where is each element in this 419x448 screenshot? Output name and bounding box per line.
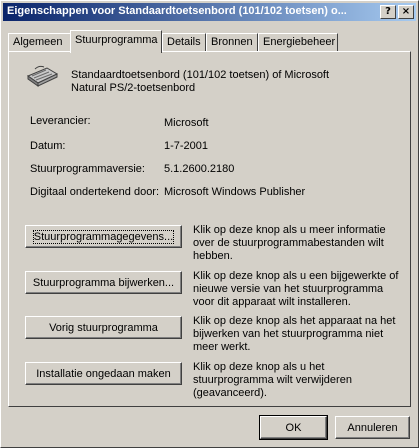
- driver-tab-panel: [8, 51, 411, 407]
- title-bar[interactable]: [3, 3, 416, 21]
- tab-stuurprogramma-label: Stuurprogramma: [75, 34, 158, 46]
- uninstall-label: Installatie ongedaan maken: [36, 367, 171, 380]
- device-name-line1: Standaardtoetsenbord (101/102 toetsen) of Microsoft: [71, 69, 330, 81]
- version-value: 5.1.2600.2180: [164, 163, 235, 175]
- ok-button[interactable]: OK: [260, 416, 327, 439]
- version-label: Stuurprogrammaversie:: [30, 163, 145, 175]
- date-value: 1-7-2001: [164, 140, 209, 152]
- driver-details-button[interactable]: [25, 225, 182, 248]
- uninstall-button[interactable]: [25, 362, 182, 385]
- update-driver-button[interactable]: [25, 271, 182, 294]
- signer-label: Digitaal ondertekend door:: [30, 186, 160, 198]
- device-name-line2: Natural PS/2-toetsenbord: [71, 82, 196, 94]
- tab-stuurprogramma[interactable]: [70, 30, 162, 53]
- update-driver-description: Klik op deze knop als u een bijgewerkte of nieuwe versie van het stuurprogramma voor dit apparaat wilt installeren.: [193, 270, 399, 308]
- tab-bronnen[interactable]: Bronnen: [206, 33, 258, 51]
- tab-algemeen[interactable]: Algemeen: [8, 33, 71, 51]
- rollback-driver-button[interactable]: [25, 316, 182, 339]
- window-title: Eigenschappen voor Standaardtoetsenbord (101/102 toetsen) o...: [7, 5, 347, 17]
- cancel-button[interactable]: Annuleren: [335, 416, 410, 439]
- keyboard-icon: [25, 64, 59, 90]
- close-button[interactable]: ×: [398, 5, 414, 19]
- update-driver-label: Stuurprogramma bijwerken...: [32, 276, 175, 289]
- vendor-label: Leverancier:: [30, 115, 91, 127]
- driver-details-label: Stuurprogrammagegevens...: [33, 230, 174, 243]
- help-button[interactable]: ?: [380, 5, 396, 19]
- rollback-driver-label: Vorig stuurprogramma: [49, 321, 158, 334]
- rollback-driver-description: Klik op deze knop als het apparaat na het bijwerken van het stuurprogramma niet meer werkt.: [193, 315, 396, 353]
- tab-details[interactable]: Details: [162, 33, 206, 51]
- tab-energiebeheer[interactable]: Energiebeheer: [258, 33, 338, 51]
- uninstall-description: Klik op deze knop als u het stuurprogramma wilt verwijderen (geavanceerd).: [193, 361, 352, 399]
- signer-value: Microsoft Windows Publisher: [164, 186, 306, 198]
- date-label: Datum:: [30, 140, 66, 152]
- vendor-value: Microsoft: [164, 117, 209, 129]
- driver-details-description: Klik op deze knop als u meer informatie over de stuurprogrammabestanden wilt hebben.: [193, 224, 386, 262]
